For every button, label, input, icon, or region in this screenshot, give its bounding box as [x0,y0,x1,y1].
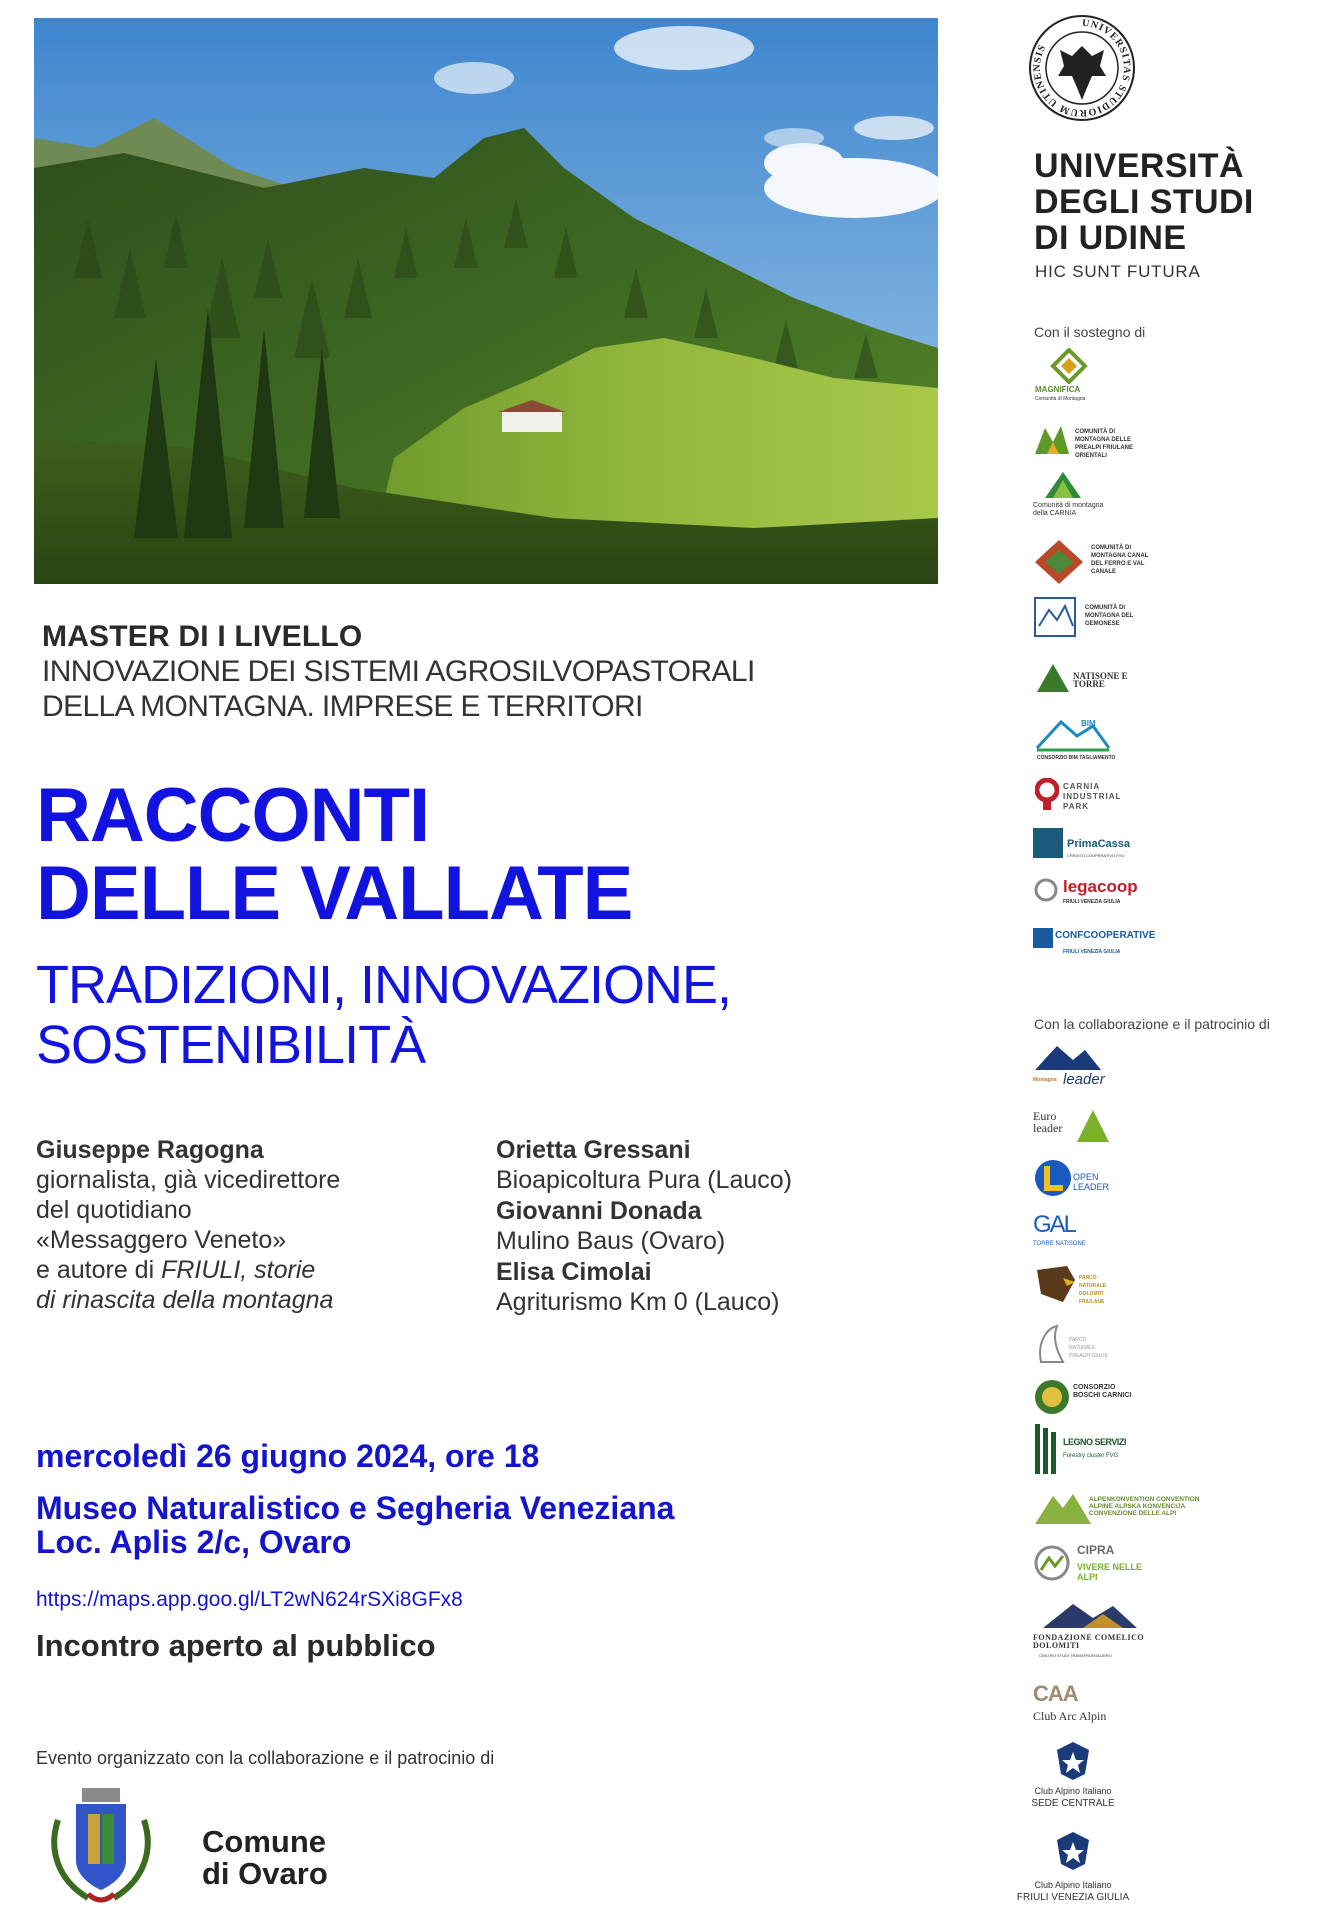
logo-natisone-torre: NATISONE E TORRE [1033,658,1163,702]
master-title-line1: INNOVAZIONE DEI SISTEMI AGROSILVOPASTORALI [42,655,755,688]
hero-photo [34,18,938,584]
open-leader-icon [1033,1158,1073,1198]
book-title-1: FRIULI, storie [161,1256,316,1284]
main-title-line2: DELLE VALLATE [36,851,633,936]
logo-comelico-dolomiti: FONDAZIONE COMELICO DOLOMITI CENTRO STUDI TRANSFRONTALIERO [1033,1600,1163,1664]
comune-crest-icon [38,1780,164,1910]
logo-canal-del-ferro: COMUNITÀ DI MONTAGNA CANAL DEL FERRO E VAL CANALE [1033,538,1163,584]
support-label: Con il sostegno di [1034,324,1146,340]
carnia-icon [1043,470,1083,500]
cai-star-icon [1053,1830,1093,1872]
logo-alpine-convention: ALPENKONVENTION CONVENTION ALPINE ALPSKA KONVENCIJA CONVENZIONE DELLE ALPI [1033,1490,1203,1530]
logo-club-arc-alpin: CAA Club Arc Alpin [1033,1681,1107,1723]
confcooperative-icon [1033,928,1053,948]
master-kicker: MASTER DI I LIVELLO [42,620,363,653]
speaker-desc-5 [36,1285,340,1315]
primacassa-icon [1033,828,1063,858]
main-title-line1: RACCONTI [36,773,430,858]
alpine-convention-icon [1033,1490,1093,1526]
speaker-desc-4-pre: e autore di [36,1256,162,1284]
speaker-desc-2: del quotidiano [36,1196,192,1224]
logo-confcooperative: CONFCOOPERATIVE FRIULI VENEZIA GIULIA [1033,926,1163,960]
prealpi-icon [1033,422,1071,456]
university-name-2: DEGLI STUDI [1034,183,1254,221]
collab-label: Con la collaborazione e il patrocinio di [1034,1016,1270,1032]
speaker-name: Giovanni Donada [496,1197,702,1225]
organized-by-label: Evento organizzato con la collaborazione e il patrocinio di [36,1748,495,1768]
boschi-carnici-icon [1033,1378,1071,1416]
logo-carnia: Comunità di montagna della CARNIA [1033,470,1163,522]
cai-line1: Club Alpino Italiano [1034,1880,1112,1890]
logo-gemonese: COMUNITÀ DI MONTAGNA DEL GEMONESE [1033,596,1163,640]
university-name-1: UNIVERSITÀ [1034,147,1244,185]
logo-dolomiti-friulane: PARCO NATURALE DOLOMITI FRIULANE [1033,1264,1163,1308]
euro-leader-icon [1075,1108,1111,1144]
cipra-icon [1033,1544,1071,1582]
speaker-desc-3: «Messaggero Veneto» [36,1226,287,1254]
master-title-line2: DELLA MONTAGNA. IMPRESE E TERRITORI [42,690,643,723]
comune-line2: di Ovaro [202,1856,328,1891]
seal-text: UNIVERSITAS STUDIORUM UTINENSIS [1031,17,1133,119]
cip-icon [1035,778,1059,812]
university-seal-icon [1028,14,1136,122]
subtitle-line1: TRADIZIONI, INNOVAZIONE, [36,955,732,1015]
natisone-icon [1033,658,1073,698]
event-date: mercoledì 26 giugno 2024, ore 18 [36,1438,540,1474]
subtitle-line2: SOSTENIBILITÀ [36,1015,426,1075]
speaker-desc-4 [36,1255,340,1285]
logo-bim: BIM CONSORZIO BIM TAGLIAMENTO [1033,716,1163,764]
prealpi-giulie-icon [1033,1322,1067,1364]
university-motto: HIC SUNT FUTURA [1035,262,1201,281]
speaker-role: Agriturismo Km 0 (Lauco) [496,1288,780,1316]
book-title-2: di rinascita della montagna [36,1286,334,1314]
event-address: Loc. Aplis 2/c, Ovaro [36,1524,352,1560]
speaker-name: Elisa Cimolai [496,1258,652,1286]
logo-gal-torre-natisone: GAL TORRE NATISONE [1033,1211,1086,1247]
eagle-icon [1033,1264,1077,1306]
montagna-leader-icon [1033,1040,1103,1072]
logo-legacoop: legacoop FRIULI VENEZIA GIULIA [1033,876,1163,910]
maps-link[interactable]: https://maps.app.goo.gl/LT2wN624rSXi8GFx8 [36,1588,463,1611]
speaker-name: Orietta Gressani [496,1136,691,1164]
logo-boschi-carnici: CONSORZIO BOSCHI CARNICI [1033,1378,1163,1418]
logo-prealpi-giulie: PARCO NATURALE PREALPI GIULIE [1033,1322,1163,1366]
logo-primacassa: PrimaCassa CREDITO COOPERATIVO FVG [1033,828,1163,862]
logo-cai-sede-centrale [1018,1740,1128,1820]
speaker-left [36,1136,340,1315]
cai-line2: FRIULI VENEZIA GIULIA [1016,1892,1130,1903]
logo-cai-fvg [1008,1830,1138,1914]
logo-carnia-industrial-park: CARNIA INDUSTRIAL PARK [1033,778,1163,816]
speaker-role: Mulino Baus (Ovaro) [496,1227,726,1255]
cai-line2: SEDE CENTRALE [1031,1798,1115,1809]
gemonese-icon [1033,596,1077,638]
logo-montagna-leader: Montagna leader [1033,1040,1163,1096]
event-venue: Museo Naturalistico e Segheria Veneziana [36,1490,675,1526]
logo-legno-servizi: LEGNO SERVIZI Forestry cluster FVG [1033,1424,1163,1476]
magnifica-icon [1049,348,1089,384]
cai-line1: Club Alpino Italiano [1034,1786,1112,1796]
logo-magnifica: MAGNIFICA Comunità di Montagna [1033,348,1163,404]
bim-icon [1033,716,1113,752]
speaker-desc-1: giornalista, già vicedirettore [36,1166,341,1194]
legacoop-icon [1033,878,1059,902]
cai-star-icon [1053,1740,1093,1782]
logo-euro-leader: Euro leader [1033,1108,1163,1148]
public-notice: Incontro aperto al pubblico [36,1628,436,1663]
comelico-icon [1033,1600,1143,1630]
logo-open-leader: OPEN LEADER [1033,1158,1163,1198]
legno-servizi-icon [1033,1424,1059,1474]
university-name-3: DI UDINE [1034,219,1187,257]
canal-del-ferro-icon [1033,538,1085,584]
speakers-right [496,1136,792,1317]
comune-line1: Comune [202,1824,326,1859]
logo-cipra: CIPRA VIVERE NELLE ALPI [1033,1542,1163,1586]
speaker-name: Giuseppe Ragogna [36,1136,264,1164]
logo-prealpi: COMUNITÀ DI MONTAGNA DELLE PREALPI FRIULANE ORIENTALI [1033,422,1163,460]
speaker-role: Bioapicoltura Pura (Lauco) [496,1166,792,1194]
